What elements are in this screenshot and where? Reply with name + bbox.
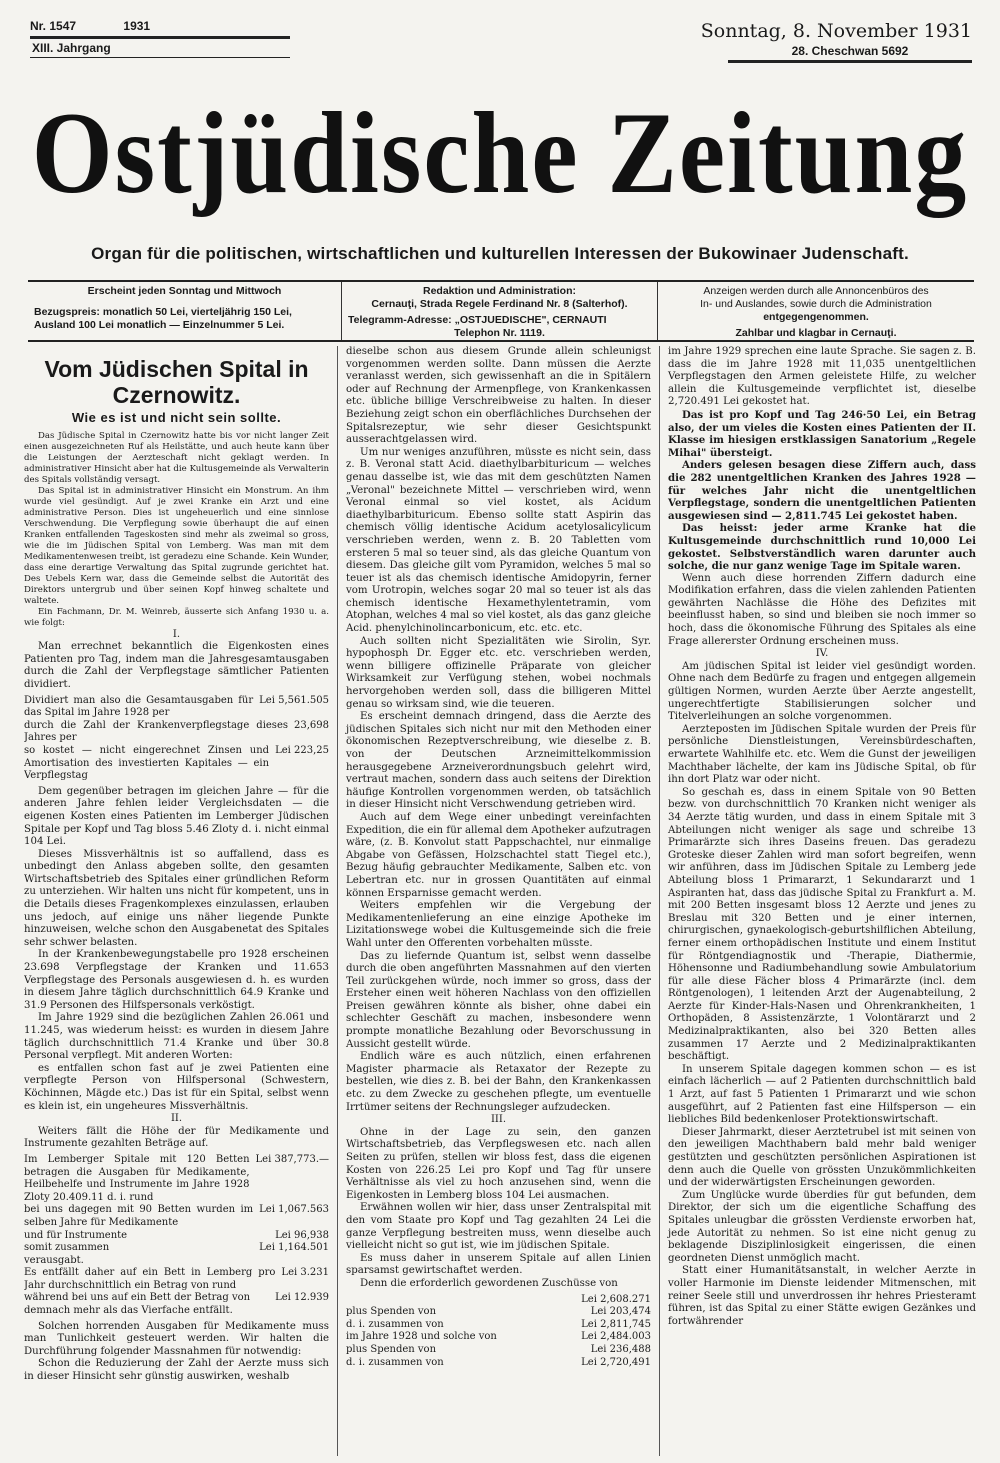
- publication-date: Sonntag, 8. November 1931: [700, 20, 972, 42]
- figure-label: Es entfällt daher auf ein Bett in Lemberg pro Jahr durchschnittlich ein Betrag von rund: [24, 1267, 276, 1291]
- paragraph: So geschah es, dass in einem Spitale von 90 Betten bezw. von durchschnittlich 70 Kranken nicht weniger als 34 Aerzte tätig wurden, und dass in einem Spitale mit 3 Abteilungen nicht weniger als sage und schreibe 13 Primarärzte sich ihres Daseins freuen. Das geradezu Groteske dieser Zahlen wird man sofort begreifen, wenn wir anführen, dass im Jüdischen Spitale zu Lemberg jede Abteilung bloss 1 Primararzt, 1 Sekundararzt und 1 Aspiranten hat, dass das jüdische Spital zu Frankfurt a. M. mit 200 Betten insgesamt bloss 12 Aerzte und jenes zu Breslau mit 320 Betten und je einer internen, chirurgischen, gynaekologisch-geburtshilflichen Abteilung, ferner einem orthopädischen Institute und einem Institut für Röntgendiagnostik und -Therapie, Diathermie, Höhensonne und Radiumbehandlung sowie Ambulatorium für alle diese Fächer bloss 4 Primarärzte (incl. dem Röntgenologen), 1 leitenden Arzt der Augenabteilung, 2 Aerzte für Kinder-Hals-Nasen und Ohrenkrankheiten, 1 Orthopäden, 8 Assistenzärzte, 1 Volontärarzt und 2 Medizinalpraktikanten, also bei 320 Betten alles zusammen 17 Aerzte und 2 Medizinalpraktikanten beschäftigt.: [668, 786, 976, 1063]
- price-abroad: Ausland 100 Lei monatlich — Einzelnummer 5 Lei.: [34, 319, 285, 331]
- emphasis-paragraph: Das ist pro Kopf und Tag 246·50 Lei, ein Betrag also, der um vieles die Kosten eines Patienten der II. Klasse im hiesigen erstklassigen Sanatorium „Regele Mihai" übersteigt.: [668, 408, 976, 459]
- ads-info: [658, 282, 974, 340]
- figure-label: im Jahre 1928 und solche von: [346, 1331, 497, 1343]
- issue-number: Nr. 1547: [30, 19, 77, 33]
- figure-block: [24, 1154, 329, 1318]
- column-3: [660, 346, 976, 1456]
- figure-value: Lei 2,720,491: [581, 1356, 651, 1368]
- masthead-title: Ostjüdische Zeitung: [31, 88, 969, 218]
- paragraph: Es erscheint demnach dringend, dass die Aerzte des jüdischen Spitales sich nicht nur mit den Methoden einer ökonomischen Rezeptverschreibung, wie dieselbe z. B. von der Deutschen Arzneimittelkommission herausgegebene Arzneiverordnungsbuch gelehrt wird, vertraut machen, sondern dass auch seitens der Direktion häufige Kontrollen vorgenommen werden, ob tatsächlich in dieser Hinsicht nicht Verschwendung getrieben wird.: [346, 711, 651, 811]
- figure-label: d. i. zusammen von: [346, 1318, 444, 1330]
- figure-value: Lei 1,067.563: [259, 1204, 329, 1216]
- figure-label: durch die Zahl der Krankenverpflegstage dieses Jahres per: [24, 719, 288, 744]
- paragraph: Statt einer Humanitätsanstalt, in welcher Aerzte in voller Harmonie im Dienste leidender Mitmenschen, mit reiner Seele still und unverdrossen ihr hehres Priesteramt führen, ist das Spital zu einer Stätte ewigen Gezänkes und fortwährender: [668, 1265, 976, 1327]
- figure-value: Lei 203,474: [590, 1306, 651, 1318]
- paragraph: Dieser Jahrmarkt, dieser Aerztetrubel ist mit seinen von den jeweiligen Machthabern bald mehr bald weniger gestützten und geschützten persönlichen Aspirationen ist denn auch die Quelle von grössten Unzukömmlichkeiten und der widerwärtigsten Erscheinungen geworden.: [668, 1126, 976, 1189]
- paragraph: Dem gegenüber betragen im gleichen Jahre — für die anderen Jahre fehlen leider Vergleichsdaten — die eigenen Kosten eines Patienten im Lemberger Jüdischen Spitale per Kopf und Tag bloss 5.46 Zloty d. i. nicht einmal 104 Lei.: [24, 785, 329, 848]
- paragraph: Wenn auch diese horrenden Ziffern dadurch eine Modifikation erfahren, dass die vielen zahlenden Patienten gewährten Nachlässe die Höhe des Defizites mit beeinflusst haben, so sind und bleiben sie noch immer so hoch, dass die ökonomische Führung des Spitales als eine Frage allererster Ordnung erscheinen muss.: [668, 572, 976, 647]
- volume-label: XIII. Jahrgang: [30, 36, 290, 58]
- figure-label: bei uns dagegen mit 90 Betten wurden im selben Jahre für Medikamente: [24, 1204, 254, 1228]
- figure-value: Lei 2,484.003: [581, 1331, 651, 1343]
- paragraph: dieselbe schon aus diesem Grunde allein schleunigst vorgenommen werden sollte. Dann müssen die Aerzte veranlasst werden, sich gewissenhaft an die in Spitälern oder auf Rechnung der Armenpflege, von Krankenkassen etc. übliche billige Verschreibweise zu halten. In dieser Beziehung zeigt schon ein oberflächliches Durchsehen der Spitalsrezeptur, wie sehr dieser Gesichtspunkt ausserachtgelassen wird.: [346, 346, 651, 446]
- paragraph: Man errechnet bekanntlich die Eigenkosten eines Patienten pro Tag, indem man die Jahresgesamtausgaben durch die Zahl der Verpflegstage sämtlicher Patienten dividiert.: [24, 641, 329, 690]
- masthead-subtitle: Organ für die politischen, wirtschaftlichen und kulturellen Interessen der Bukowinaer Judenschaft.: [91, 244, 909, 263]
- paragraph: Auch auf dem Wege einer unbedingt vereinfachten Expedition, die ein für allemal dem Apotheker aufzutragen wäre, (z. B. Konvolut statt Pappschachtel, nur einmalige Abgabe von Gefässen, Holzschachtel statt Tiegel etc.), Bezug häufig gebrauchter Medikamente, Salben etc. von Lebertran etc. nur in grossen Quantitäten auf einmal können Ersparnisse gemacht werden.: [346, 811, 651, 899]
- office-address: Cernauţi, Strada Regele Ferdinand Nr. 8 (Salterhof).: [371, 298, 628, 310]
- paragraph: Dieses Missverhältnis ist so auffallend, dass es unbedingt den Anlass abgeben sollte, den gesamten Wirtschaftsbetrieb des Spitales einer gründlichen Reform zu unterziehen. Wir halten uns nicht für kompetent, uns in die Details dieses Fragenkomplexes einzulassen, erlauben uns jedoch, auf einige uns näher liegende Punkte hinzuweisen, welche schon den Ausgabenetat des Spitales sehr schwer belasten.: [24, 848, 329, 948]
- phone-number: Telephon Nr. 1119.: [454, 327, 545, 339]
- section-number: II.: [170, 1113, 183, 1125]
- paragraph: Schon die Reduzierung der Zahl der Aerzte muss sich in dieser Hinsicht sehr günstig auswirken, weshalb: [24, 1358, 329, 1383]
- intro-paragraph: Ein Fachmann, Dr. M. Weinreb, äusserte sich Anfang 1930 u. a. wie folgt:: [24, 606, 329, 628]
- emphasis-paragraph: Anders gelesen besagen diese Ziffern auch, dass die 282 unentgeltlichen Kranken des Jahres 1928 — für welches Jahr nicht die unentgeltlichen Verpflegstage, sondern die unentgeltlichen Patienten ausgewiesen sind — 2,811.745 Lei gekostet haben.: [668, 459, 976, 522]
- section-number: IV.: [815, 648, 829, 660]
- paragraph: Am jüdischen Spital ist leider viel gesündigt worden. Ohne nach dem Bedürfe zu fragen und entgegen allgemein gültigen Normen, wurden Aerzte über Aerzte angestellt, ungerechtfertigte Stabilisierungen solcher und Titelverleihungen an solche vorgenommen.: [668, 660, 976, 723]
- ads-line-3: entgegengenommen.: [763, 311, 869, 323]
- figure-value: Lei 1,164.501: [259, 1242, 329, 1254]
- figure-block: [346, 1294, 651, 1370]
- paragraph: Das zu liefernde Quantum ist, selbst wenn dasselbe durch die oben angeführten Massnahmen auf den vierten Teil zurückgehen würde, noch immer so gross, dass der Ersteher einen weit höheren Nachlass von den offiziellen Preisen gewähren könnte als bisher, ohne dabei ein schlechter Geschäft zu machen, insbesondere wenn prompte monatliche Bezahlung oder Bevorschussung in Aussicht gestellt würde.: [346, 950, 651, 1050]
- article-headline: Vom Jüdischen Spital in Czernowitz.: [44, 356, 309, 408]
- paragraph: Es muss daher in unserem Spitale auf allen Linien sparsamst gewirtschaftet werden.: [346, 1252, 651, 1277]
- office-info: [342, 282, 658, 340]
- figure-value: 23,698: [294, 719, 329, 731]
- paragraph: Aerzteposten im Jüdischen Spitale wurden der Preis für persönliche Dienstleistungen, Vereinsbürdeschaften, erwartete Wahlhilfe etc. etc. Wem die Gunst der jeweiligen Machthaber lächelte, der kam ins Jüdische Spital, ob für ihn dort Platz war oder nicht.: [668, 723, 976, 786]
- paragraph: Zum Unglücke wurde überdies für gut befunden, dem Direktor, der sich um die eigentliche Schaffung des Spitales unleugbar die grössten Verdienste erworben hat, jede Autorität zu nehmen. So ist eine nicht genug zu beklagende Disziplinlosigkeit eingerissen, die einen geordneten Dienst unmöglich macht.: [668, 1189, 976, 1264]
- paragraph: es entfallen schon fast auf je zwei Patienten eine verpflegte Person von Hilfspersonal (Schwestern, Köchinnen, Mägde etc.) Das ist für ein Spital, selbst wenn es klein ist, ein ungeheures Missverhältnis.: [24, 1062, 329, 1112]
- figure-label: demnach mehr als das Vierfache entfällt.: [24, 1305, 233, 1317]
- paragraph: Auch sollten nicht Spezialitäten wie Sirolin, Syr. hypophosph Dr. Egger etc. etc. verschrieben werden, wenn billigere offizinelle Präparate von gleicher Wirksamkeit zur Verfügung stehen, wobei nochmals hervorgehoben werden soll, dass die billigeren Mittel genau so wirksam sind, wie die teueren.: [346, 635, 651, 710]
- figure-block: [24, 695, 329, 783]
- figure-value: Lei 2,811,745: [581, 1318, 651, 1330]
- section-number: I.: [172, 628, 181, 640]
- article-subheadline: Wie es ist und nicht sein sollte.: [71, 410, 282, 425]
- figure-label: Dividiert man also die Gesamtausgaben für das Spital im Jahre 1928 per: [24, 694, 254, 719]
- figure-value: Lei 96,938: [275, 1229, 329, 1241]
- figure-label: so kostet — nicht eingerechnet Zinsen und Amortisation des investierten Kapitales — ein Verpflegstag: [24, 744, 270, 782]
- figure-value: Lei 5,561.505: [259, 694, 329, 706]
- figure-label: plus Spenden von: [346, 1343, 437, 1355]
- paragraph: In unserem Spitale dagegen kommen schon — es ist einfach lächerlich — auf 2 Patienten durchschnittlich bald 1 Arzt, auf fast 5 Patienten 1 Primararzt und wie schon ausgeführt, auf 2 Patienten fast eine Hilfsperson — ein liebliches Bild bedenkenloser Protektionswirtschaft.: [668, 1063, 976, 1126]
- publication-schedule: Erscheint jeden Sonntag und Mittwoch: [87, 285, 282, 297]
- price-domestic: Bezugspreis: monatlich 50 Lei, vierteljährig 150 Lei,: [34, 306, 292, 318]
- figure-label: Im Lemberger Spitale mit 120 Betten betragen die Ausgaben für Medikamente, Heilbehelfe und Instrumente im Jahre 1928 Zloty 20.409.11 d. i. rund: [24, 1153, 250, 1203]
- ads-line-4: Zahlbar und klagbar in Cernauţi.: [735, 327, 897, 339]
- figure-label: d. i. zusammen von: [346, 1356, 444, 1368]
- paragraph: In der Krankenbewegungstabelle pro 1928 erscheinen 23.698 Verpflegstage der Kranken und 11.653 Verpflegstage des Personals ausgewiesen d. h. es wurden in diesem Jahre täglich durchschnittlich 64.9 Kranke und 31.9 Personen des Hilfspersonals verköstigt.: [24, 949, 329, 1011]
- paragraph: im Jahre 1929 sprechen eine laute Sprache. Sie sagen z. B. dass die im Jahre 1928 mit 11,035 unentgeltlichen Verpflegstagen den Armen geleistete Hilfe, zu welcher allein die Kultusgemeinde verpflichtet ist, dieselbe 2,720.491 Lei gekostet hat.: [668, 346, 976, 408]
- paragraph: Ohne in der Lage zu sein, den ganzen Wirtschaftsbetrieb, das Verpflegswesen etc. nach allen Seiten zu prüfen, stellen wir bloss fest, dass die eigenen Kosten von 226.25 Lei pro Kopf und Tag für unsere Verhältnisse als viel zu hoch anzusehen sind, wenn die Eigenkosten in Lemberg bloss 104 Lei ausmachen.: [346, 1126, 651, 1201]
- figure-value: Lei 2,608.271: [581, 1293, 651, 1305]
- telegram-address: Telegramm-Adresse: „OSTJUEDISCHE", CERNAUTI: [348, 314, 607, 326]
- office-title: Redaktion und Administration:: [422, 285, 577, 297]
- figure-value: Lei 387,773.—: [255, 1153, 329, 1165]
- figure-label: während bei uns auf ein Bett der Betrag von: [24, 1292, 251, 1304]
- paragraph: Weiters fällt die Höhe der für Medikamente und Instrumente gezahlten Beträge auf.: [24, 1125, 329, 1150]
- paragraph: Im Jahre 1929 sind die bezüglichen Zahlen 26.061 und 11.245, was wiederum heisst: es wurden in diesem Jahre täglich durchschnittlich 71.4 Kranke und über 30.8 Personal verpflegt. Mit anderen Worten:: [24, 1012, 329, 1062]
- paragraph: Denn die erforderlich gewordenen Zuschüsse von: [360, 1277, 618, 1289]
- paragraph: Um nur weniges anzuführen, müsste es nicht sein, dass z. B. Veronal statt Acid. diaethylbarbituricum — welches genau dasselbe ist, wie das mit dem geschützten Namen „Veronal" bezeichnete Mittel — verschrieben wird, wenn Veronal einmal so viel kostet, als Acidum diaethylbarbituricum. Ebenso sollte statt Aspirin das chemisch völlig identische Acidum acetylosalicylicum verschrieben werden, wenn z. B. 20 Tabletten vom ersteren 5 mal so teuer sind, als das gleiche Quantum von diesem. Das gleiche gilt vom Pyramidon, welches 5 mal so teuer ist als das chemisch identische Amidopyrin, ferner vom Urotropin, welches sogar 20 mal so teuer ist als das chemisch identische Hexamethylentetramin, vom Atophan, welches 4 mal so viel kostet, als das ganz gleiche Acid. phenylchinolincarbonicum, etc. etc. etc.: [346, 446, 651, 635]
- paragraph: Erwähnen wollen wir hier, dass unser Zentralspital mit den vom Staate pro Kopf und Tag gezahlten 24 Lei die ganze Verpflegung bestreiten muss, wenn dieselbe auch vielleicht nicht so gut ist, wie im jüdischen Spitale.: [346, 1202, 651, 1252]
- figure-label: plus Spenden von: [346, 1306, 437, 1318]
- paragraph: Endlich wäre es auch nützlich, einen erfahrenen Magister pharmacie als Retaxator der Rezepte zu bestellen, wie dies z. B. bei der Bahn, den Krankenkassen etc. zu dem Zwecke zu geschehen pflegte, um eventuelle Irrtümer seitens der Rechnungsleger aufzudecken.: [346, 1051, 651, 1113]
- section-number: III.: [490, 1114, 507, 1126]
- figure-value: Lei 12.939: [275, 1292, 329, 1304]
- article-columns: [24, 346, 976, 1456]
- intro-paragraph: Das Jüdische Spital in Czernowitz hatte bis vor nicht langer Zeit einen ausgezeichneten Ruf als Heilstätte, und auch heute kann über die Leistungen der Aerzteschaft nicht geklagt werden. In administrativer Hinsicht aber hat die Kultusgemeinde als Verwalterin des Spitals vollständig versagt.: [24, 430, 329, 485]
- paragraph: Weiters empfehlen wir die Vergebung der Medikamentenlieferung an eine einzige Apotheke im Lizitationswege wobei die Kultusgemeinde sich die freie Wahl unter den Offerenten vorbehalten müsste.: [346, 900, 651, 949]
- ads-line-1: Anzeigen werden durch alle Annoncenbüros des: [703, 285, 929, 297]
- column-1: [24, 346, 338, 1456]
- info-bar: [28, 280, 974, 342]
- figure-label: verausgabt.: [24, 1254, 84, 1266]
- issue-info: [30, 18, 290, 58]
- figure-value: Lei 236,488: [590, 1343, 651, 1355]
- emphasis-paragraph: Das heisst: jeder arme Kranke hat die Kultusgemeinde durchschnittlich rund 10,000 Lei gekostet. Selbstverständlich waren darunter auch solche, die nur ganz wenige Tage im Spitale waren.: [668, 522, 976, 573]
- figure-value: Lei 3.231: [281, 1267, 329, 1279]
- paragraph: Solchen horrenden Ausgaben für Medikamente muss man Tunlichkeit gesteuert werden. Wir halten die Durchführung folgender Massnahmen für notwendig:: [24, 1320, 329, 1357]
- hebrew-date: 28. Cheschwan 5692: [728, 42, 972, 63]
- column-2: [338, 346, 660, 1456]
- date-block: [701, 20, 972, 63]
- ads-line-2: In- und Auslandes, sowie durch die Administration: [700, 298, 932, 310]
- figure-label: und für Instrumente: [24, 1229, 128, 1241]
- figure-label: somit zusammen: [24, 1242, 110, 1254]
- issue-year: 1931: [123, 19, 151, 33]
- subscription-info: [28, 282, 342, 340]
- intro-paragraph: Das Spital ist in administrativer Hinsicht ein Monstrum. An ihm wurde viel gesündigt. Auf je zwei Kranke ein Arzt und eine administrative Person. Dies ist ungeheuerlich und eine sinnlose Verschwendung. Die Verpflegung sowie überhaupt die auf einen Kranken entfallenden Tageskosten sind mehr als zweimal so gross, wie die im Jüdischen Spital von Lemberg. Was man mit dem Medikamentenwesen treibt, ist geradezu eine Schande. Kein Wunder, dass eine derartige Verwaltung das Spital zugrunde gerichtet hat. Des Uebels Kern war, dass die Gemeinde selbst die Autorität des Direktors untergrub und über seinen Kopf hinweg schaltete und waltete.: [24, 485, 329, 606]
- figure-value: Lei 223,25: [275, 744, 329, 756]
